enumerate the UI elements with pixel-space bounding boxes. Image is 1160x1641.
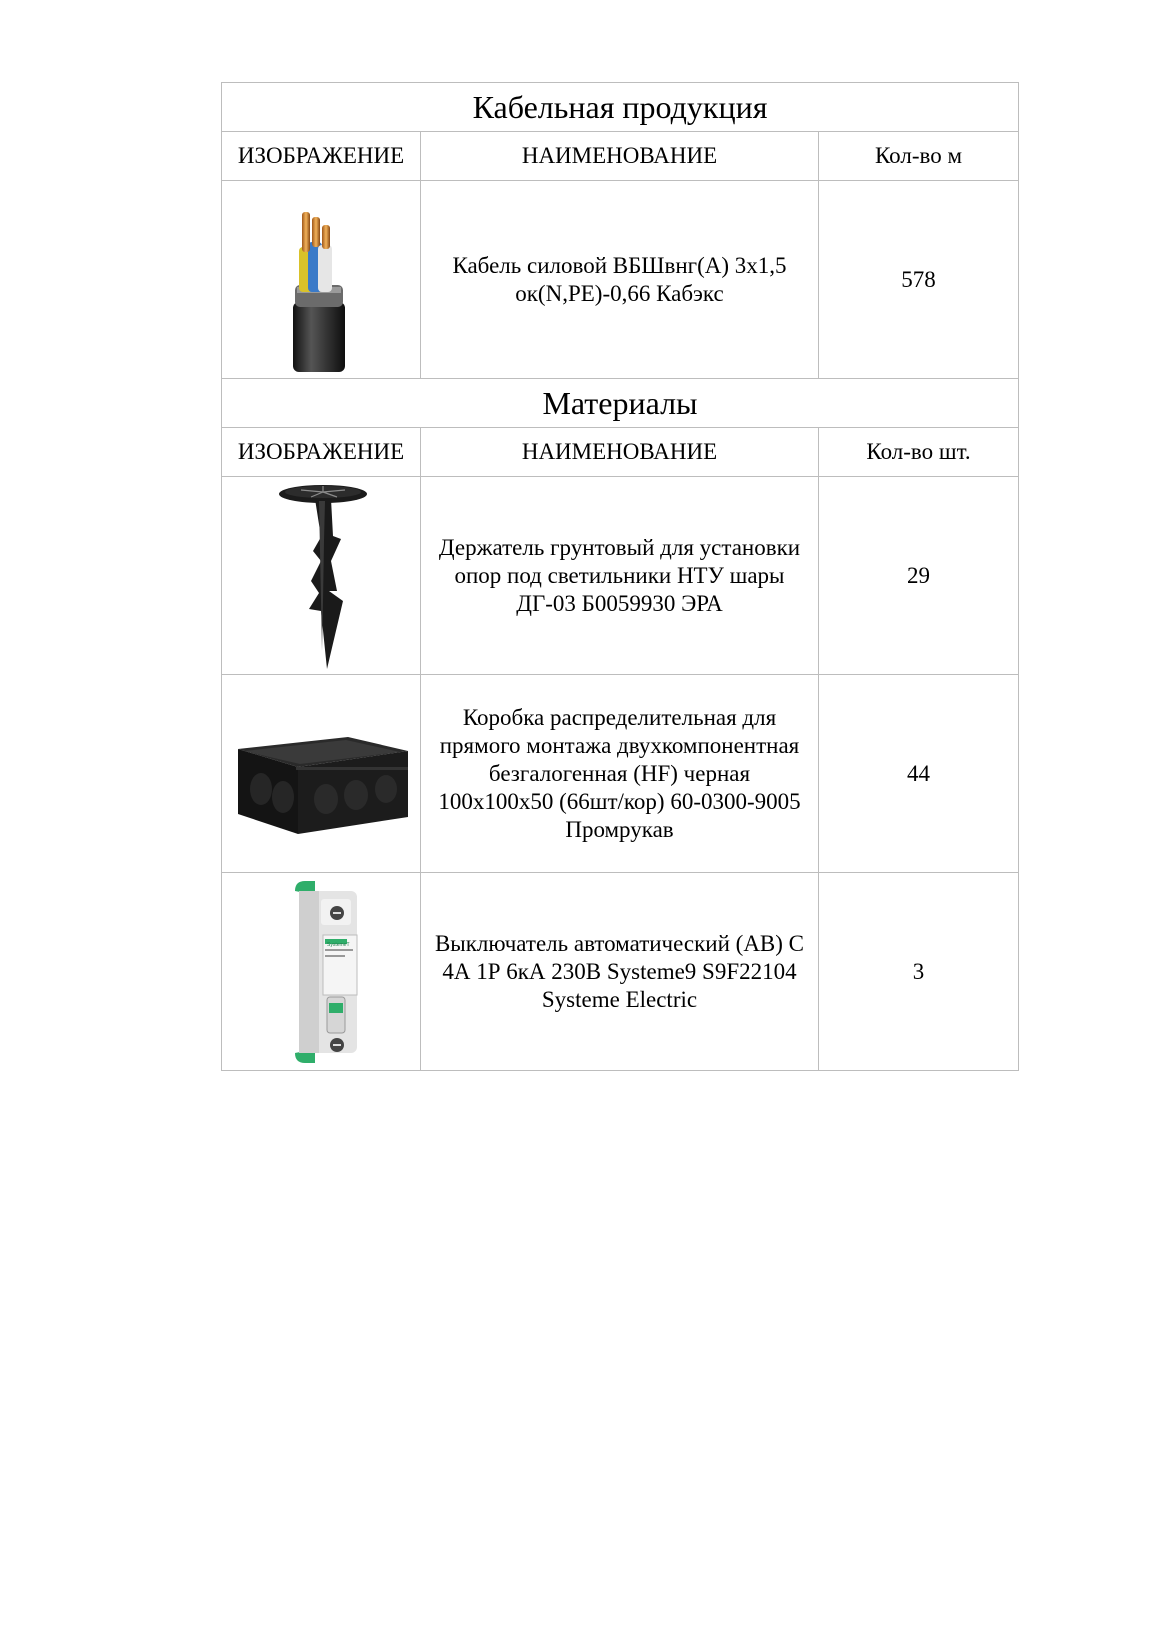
image-cell — [222, 477, 421, 675]
section-title: Кабельная продукция — [222, 83, 1019, 132]
specification-table — [221, 82, 1019, 1071]
table-row — [222, 181, 1019, 379]
item-qty: 578 — [819, 181, 1019, 379]
cable-icon — [261, 187, 381, 372]
section-title-row — [222, 379, 1019, 428]
image-cell — [222, 181, 421, 379]
header-image: ИЗОБРАЖЕНИЕ — [222, 428, 421, 477]
item-name: Кабель силовой ВБШвнг(А) 3х1,5 ок(N,PE)-0,66 Кабэкс — [421, 181, 819, 379]
item-name: Выключатель автоматический (АВ) С 4А 1Р 6кА 230В Systeme9 S9F22104 Systeme Electric — [421, 873, 819, 1071]
item-name: Коробка распределительная для прямого монтажа двухкомпонентная безгалогенная (HF) черная 100х100х50 (66шт/кор) 60-0300-9005 Промрукав — [421, 675, 819, 873]
header-name: НАИМЕНОВАНИЕ — [421, 132, 819, 181]
breaker-brand-logo: SystemeT — [327, 941, 350, 948]
header-name: НАИМЕНОВАНИЕ — [421, 428, 819, 477]
image-cell — [222, 873, 421, 1071]
header-qty: Кол-во м — [819, 132, 1019, 181]
header-row — [222, 132, 1019, 181]
item-qty: 3 — [819, 873, 1019, 1071]
ground-spike-icon — [261, 481, 381, 671]
item-qty: 44 — [819, 675, 1019, 873]
table-row — [222, 675, 1019, 873]
header-image: ИЗОБРАЖЕНИЕ — [222, 132, 421, 181]
item-name: Держатель грунтовый для установки опор под светильники НТУ шары ДГ-03 Б0059930 ЭРА — [421, 477, 819, 675]
section-title-row — [222, 83, 1019, 132]
section-title: Материалы — [222, 379, 1019, 428]
table-row — [222, 873, 1019, 1071]
item-qty: 29 — [819, 477, 1019, 675]
header-row — [222, 428, 1019, 477]
header-qty: Кол-во шт. — [819, 428, 1019, 477]
image-cell — [222, 675, 421, 873]
junction-box-icon — [228, 709, 414, 839]
circuit-breaker-icon — [261, 877, 381, 1067]
table-row — [222, 477, 1019, 675]
